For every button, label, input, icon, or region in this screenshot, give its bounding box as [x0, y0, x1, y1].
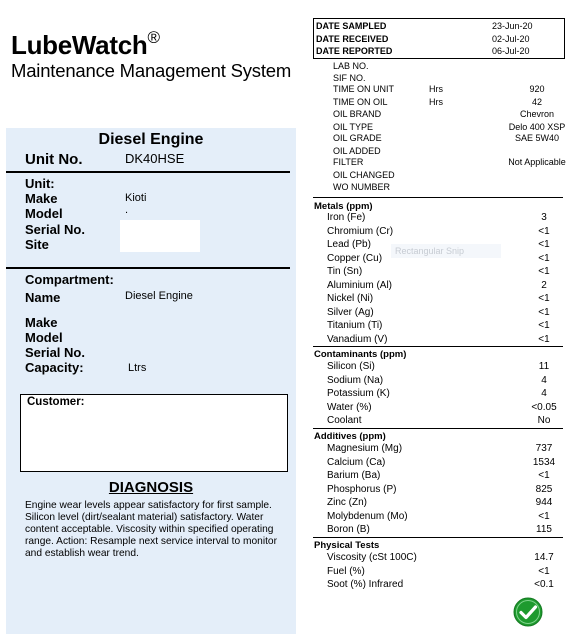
contaminant-label: Coolant: [327, 415, 362, 426]
date-value: 06-Jul-20: [492, 46, 530, 56]
section-divider: [313, 197, 563, 198]
info-row: [333, 157, 566, 167]
info-row: [333, 97, 563, 107]
compartment-title: Diesel Engine: [98, 131, 204, 148]
registered-mark: ®: [147, 28, 160, 47]
additives-title: Additives (ppm): [314, 431, 386, 442]
additive-row: [327, 470, 563, 481]
date-row: [316, 21, 563, 31]
info-value: Chevron: [519, 109, 555, 119]
metal-label: Copper (Cu): [327, 252, 383, 264]
diagnosis-text: Engine wear levels appear satisfactory for first sample. Silicon level (dirt/sealant material) satisfactory. Water content acceptable. Viscosity within specified operating range. Action: Resample next service interval to monitor and establish wear trend.: [25, 500, 277, 559]
metal-row: [327, 212, 563, 223]
rectangular-snip-watermark: Rectangular Snip: [391, 244, 501, 258]
unit-make-value: Kioti: [125, 192, 147, 204]
info-row: [333, 122, 566, 132]
physical-label: Soot (%) Infrared: [327, 579, 404, 590]
contaminant-label: Water (%): [327, 401, 372, 413]
contaminant-row: [327, 402, 563, 413]
physical-row: [327, 566, 563, 577]
info-value: 42: [531, 97, 542, 107]
info-label: OIL GRADE: [333, 133, 382, 143]
diagnosis-title: DIAGNOSIS: [108, 479, 194, 496]
metal-value: <1: [538, 266, 550, 277]
metal-value: <1: [538, 320, 550, 331]
metal-value: <1: [538, 306, 550, 318]
additive-value: <1: [538, 470, 550, 481]
additive-row: [327, 497, 563, 508]
physical-label: Fuel (%): [327, 565, 365, 577]
additive-label: Zinc (Zn): [327, 497, 367, 508]
info-label: TIME ON UNIT: [333, 84, 394, 94]
additive-value: 944: [535, 497, 553, 508]
info-label: OIL BRAND: [333, 109, 382, 119]
additive-label: Phosphorus (P): [327, 483, 397, 495]
customer-label: Customer:: [27, 396, 85, 408]
additive-label: Magnesium (Mg): [327, 443, 403, 454]
unit-site-label: Site: [25, 237, 49, 252]
metal-row: [327, 280, 563, 291]
unit-header: Unit:: [25, 176, 55, 191]
unit-model-label: Model: [25, 206, 63, 221]
logo-subtitle: Maintenance Management System: [11, 60, 292, 81]
metal-row: [327, 266, 563, 277]
metal-value: <1: [538, 252, 550, 264]
info-label: OIL TYPE: [333, 122, 374, 132]
info-row: [333, 109, 563, 119]
metal-label: Chromium (Cr): [327, 225, 394, 237]
metal-label: Lead (Pb): [327, 239, 371, 250]
metal-row: [327, 334, 563, 345]
contaminant-value: 4: [541, 374, 547, 386]
section-divider: [313, 346, 563, 347]
info-label: WO NUMBER: [333, 182, 390, 192]
compartment-model-label: Model: [25, 330, 63, 345]
physical-row: [327, 579, 563, 590]
info-row: [333, 73, 563, 83]
info-row: [333, 133, 563, 143]
date-label: DATE RECEIVED: [316, 33, 389, 44]
additive-label: Boron (B): [327, 524, 370, 535]
metal-label: Aluminium (Al): [327, 279, 393, 291]
contaminant-value: No: [537, 415, 551, 426]
physical-value: <0.1: [534, 579, 554, 590]
compartment-make-label: Make: [25, 315, 58, 330]
additive-row: [327, 443, 563, 454]
date-label: DATE REPORTED: [316, 46, 393, 56]
contaminant-label: Potassium (K): [327, 388, 390, 399]
unit-make-label: Make: [25, 191, 58, 206]
metal-row: [327, 293, 563, 304]
info-row: [333, 61, 563, 71]
metal-label: Vanadium (V): [327, 333, 388, 345]
metal-value: 2: [541, 279, 547, 291]
info-unit: Hrs: [429, 84, 443, 94]
info-label: TIME ON OIL: [333, 97, 388, 107]
metal-row: [327, 253, 563, 264]
info-label: SIF NO.: [333, 73, 366, 83]
info-value: SAE 5W40: [514, 133, 560, 143]
metal-row: [327, 320, 563, 331]
unit-serial-label: Serial No.: [25, 222, 85, 237]
metal-label: Nickel (Ni): [327, 293, 374, 304]
info-row: [333, 84, 563, 94]
additive-row: [327, 484, 563, 495]
additive-label: Molybdenum (Mo): [327, 510, 408, 522]
date-row: [316, 46, 563, 56]
redacted-area: [120, 220, 200, 252]
info-row: [333, 170, 563, 180]
metal-value: <1: [538, 239, 550, 250]
divider: [6, 171, 290, 173]
physical-row: [327, 552, 563, 563]
additive-label: Calcium (Ca): [327, 456, 386, 468]
divider: [6, 267, 290, 269]
contaminant-row: [327, 361, 563, 372]
info-value: Not Applicable: [508, 157, 566, 167]
info-value: Delo 400 XSP: [508, 122, 566, 132]
physical-label: Viscosity (cSt 100C): [327, 552, 417, 563]
info-label: LAB NO.: [333, 61, 369, 71]
additive-value: 737: [535, 443, 553, 454]
physical-title: Physical Tests: [314, 540, 380, 551]
additive-value: 1534: [532, 456, 556, 468]
additive-value: 115: [536, 524, 552, 535]
physical-value: <1: [538, 565, 550, 577]
logo: [11, 30, 160, 61]
additive-value: <1: [538, 510, 550, 522]
date-row: [316, 34, 563, 44]
compartment-name-value: Diesel Engine: [125, 290, 193, 302]
metals-title: Metals (ppm): [314, 201, 373, 212]
additive-row: [327, 457, 563, 468]
contaminant-value: 11: [538, 361, 550, 372]
unit-model-value: .: [125, 204, 129, 216]
info-value: 920: [529, 84, 545, 94]
date-label: DATE SAMPLED: [316, 21, 387, 31]
unit-no-value: DK40HSE: [125, 151, 185, 166]
metal-label: Iron (Fe): [327, 212, 366, 223]
date-value: 23-Jun-20: [492, 21, 533, 31]
metal-value: 3: [541, 212, 547, 223]
capacity-value: Ltrs: [128, 362, 147, 374]
additive-row: [327, 524, 563, 535]
metal-label: Titanium (Ti): [327, 320, 383, 331]
customer-box: [20, 394, 288, 472]
info-unit: Hrs: [429, 97, 443, 107]
additive-row: [327, 511, 563, 522]
section-divider: [313, 428, 563, 429]
unit-no-label: Unit No.: [25, 151, 83, 168]
compartment-name-label: Name: [25, 290, 61, 305]
capacity-label: Capacity:: [25, 360, 84, 375]
equipment-panel: [6, 128, 296, 634]
contaminant-value: <0.05: [531, 401, 557, 413]
compartment-serial-label: Serial No.: [25, 345, 85, 360]
compartment-header: Compartment:: [25, 272, 114, 287]
contaminant-label: Sodium (Na): [327, 374, 384, 386]
metal-row: [327, 226, 563, 237]
metal-label: Silver (Ag): [327, 306, 374, 318]
section-divider: [313, 537, 563, 538]
contaminant-row: [327, 375, 563, 386]
additive-value: 825: [535, 483, 553, 495]
date-value: 02-Jul-20: [492, 33, 530, 44]
contaminant-value: 4: [541, 388, 547, 399]
info-row: [333, 146, 563, 156]
contaminants-title: Contaminants (ppm): [314, 349, 407, 360]
info-label: OIL ADDED: [333, 146, 381, 156]
contaminant-label: Silicon (Si): [327, 361, 375, 372]
contaminant-row: [327, 388, 563, 399]
info-label: OIL CHANGED: [333, 170, 395, 180]
physical-value: 14.7: [534, 552, 554, 563]
contaminant-row: [327, 415, 563, 426]
additive-label: Barium (Ba): [327, 470, 381, 481]
info-row: [333, 182, 563, 192]
info-label: FILTER: [333, 157, 364, 167]
metal-value: <1: [538, 293, 550, 304]
metal-value: <1: [538, 225, 550, 237]
metal-label: Tin (Sn): [327, 266, 363, 277]
logo-text: LubeWatch: [11, 30, 148, 60]
metal-value: <1: [538, 333, 550, 345]
check-icon: [513, 597, 543, 632]
results-panel: [309, 18, 567, 631]
metal-row: [327, 307, 563, 318]
